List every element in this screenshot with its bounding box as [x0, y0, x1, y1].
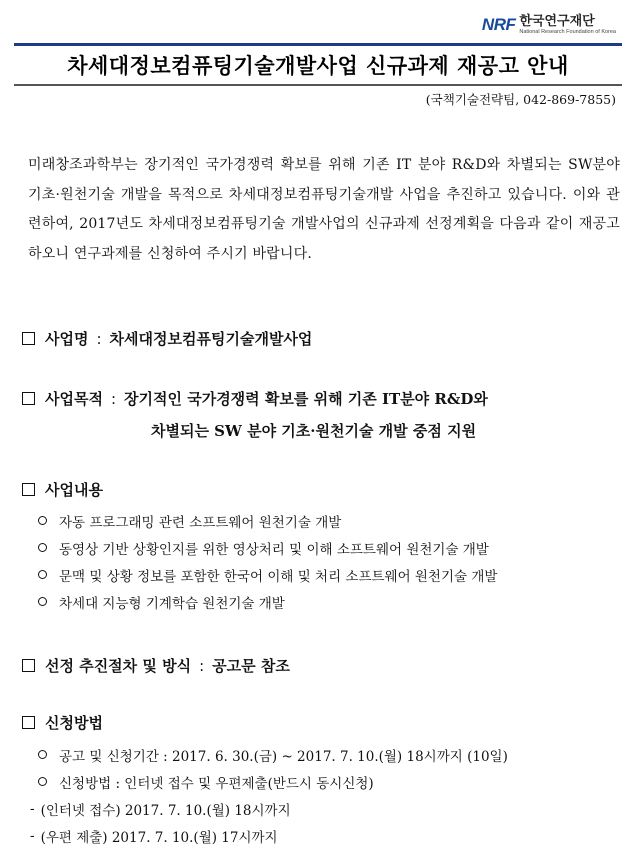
section-purpose	[22, 388, 488, 409]
section-name	[22, 328, 312, 349]
nrf-logo-mark: NRF	[481, 15, 516, 34]
list-item: 공고 및 신청기간 : 2017. 6. 30.(금) ~ 2017. 7. 10.(월) 18시까지 (10일)	[38, 741, 508, 768]
section-application	[22, 712, 103, 733]
section-purpose-sep: :	[110, 389, 117, 408]
dash-bullet-icon: -	[30, 827, 35, 844]
section-name-label: 사업명	[45, 330, 89, 348]
checkbox-square-icon	[22, 659, 35, 672]
list-item: 문맥 및 상황 정보를 포함한 한국어 이해 및 처리 소프트웨어 원천기술 개발	[38, 561, 497, 588]
section-selection	[22, 655, 290, 676]
section-selection-value: 공고문 참조	[212, 657, 290, 675]
section-name-sep: :	[96, 329, 102, 348]
checkbox-square-icon	[22, 716, 35, 729]
section-application-label: 신청방법	[45, 714, 103, 732]
section-content	[22, 479, 103, 500]
checkbox-square-icon	[22, 332, 35, 345]
circle-bullet-icon	[38, 750, 47, 759]
list-item: 자동 프로그래밍 관련 소프트웨어 원천기술 개발	[38, 507, 497, 534]
section-name-value: 차세대정보컴퓨팅기술개발사업	[109, 330, 313, 348]
title-bottom-rule	[14, 84, 622, 86]
section-selection-label: 선정 추진절차 및 방식	[45, 657, 192, 675]
intro-paragraph: 미래창조과학부는 장기적인 국가경쟁력 확보를 위해 기존 IT 분야 R&D와 차별되는 SW분야 기초·원천기술 개발을 목적으로 차세대정보컴퓨팅기술개발 사업을 추진하고 있습니다. 이와 관련하여, 2017년도 차세대정보컴퓨팅기술 개발사업의 신규과제 선정계획을 다음과 같이 재공고 하오니 연구과제를 신청하여 주시기 바랍니다.	[28, 157, 620, 262]
page-title: 차세대정보컴퓨팅기술개발사업 신규과제 재공고 안내	[67, 54, 569, 78]
circle-bullet-icon	[38, 777, 47, 786]
logo-english: National Research Foundation of Korea	[519, 28, 616, 35]
circle-bullet-icon	[38, 597, 47, 606]
section-purpose-line1: 장기적인 국가경쟁력 확보를 위해 기존 IT분야 R&D와	[124, 390, 488, 408]
application-sublist	[30, 795, 291, 849]
section-selection-sep: :	[199, 656, 205, 675]
title-top-rule	[14, 43, 622, 46]
circle-bullet-icon	[38, 570, 47, 579]
list-item: - (우편 제출) 2017. 7. 10.(월) 17시까지	[30, 827, 278, 846]
list-item: 신청방법 : 인터넷 접수 및 우편제출(반드시 동시신청)	[38, 768, 508, 795]
content-list	[38, 507, 497, 615]
dash-bullet-icon: -	[30, 800, 35, 817]
section-purpose-label: 사업목적	[45, 390, 103, 408]
circle-bullet-icon	[38, 516, 47, 525]
checkbox-square-icon	[22, 392, 35, 405]
logo-korean: 한국연구재단	[519, 13, 595, 29]
contact-info: (국책기술전략팀, 042-869-7855)	[425, 92, 616, 107]
list-item: 차세대 지능형 기계학습 원천기술 개발	[38, 588, 497, 615]
section-content-label: 사업내용	[45, 481, 103, 499]
list-item: - (인터넷 접수) 2017. 7. 10.(월) 18시까지	[30, 800, 291, 819]
application-list	[38, 741, 508, 795]
nrf-logo-text	[519, 15, 616, 36]
checkbox-square-icon	[22, 483, 35, 496]
list-item: 동영상 기반 상황인지를 위한 영상처리 및 이해 소프트웨어 원천기술 개발	[38, 534, 497, 561]
nrf-logo	[482, 10, 616, 40]
circle-bullet-icon	[38, 543, 47, 552]
section-purpose-line2: 차별되는 SW 분야 기초·원천기술 개발 중점 지원	[151, 422, 477, 440]
